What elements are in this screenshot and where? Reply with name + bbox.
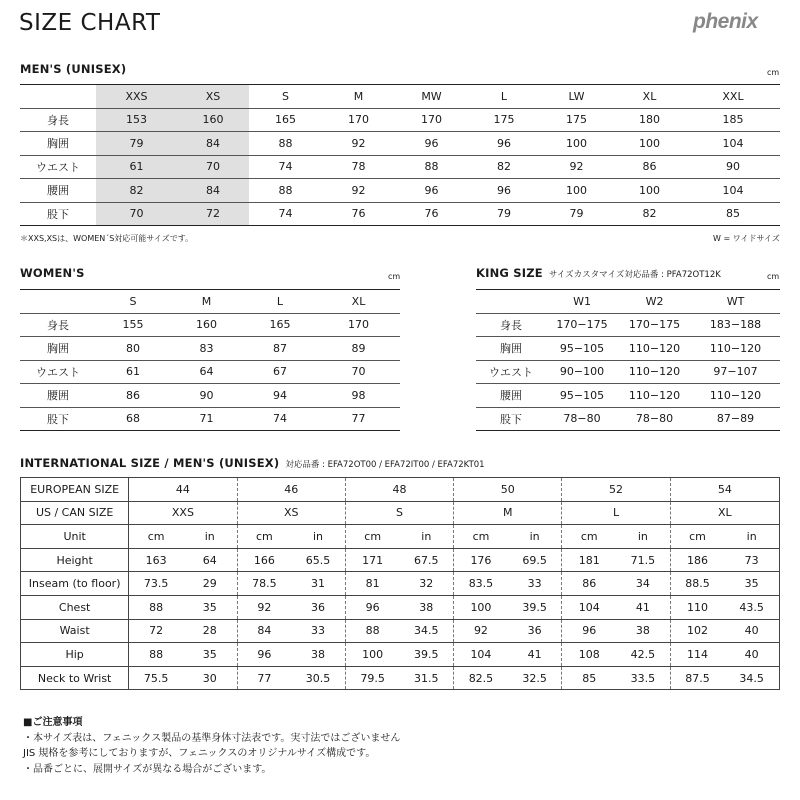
table-cell: 64 bbox=[170, 360, 243, 384]
table-cell: 96 bbox=[562, 619, 616, 643]
row-label: Neck to Wrist bbox=[21, 666, 129, 690]
table-cell: 100 bbox=[613, 132, 686, 156]
size-group-cell: XS bbox=[237, 501, 345, 525]
table-cell: 87.5 bbox=[670, 666, 724, 690]
size-group-cell: M bbox=[454, 501, 562, 525]
column-header: W2 bbox=[618, 290, 691, 314]
table-cell: 88 bbox=[249, 132, 322, 156]
column-header: W1 bbox=[546, 290, 618, 314]
table-row bbox=[20, 360, 400, 384]
table-cell: 76 bbox=[322, 202, 395, 226]
table-cell: 88 bbox=[129, 643, 183, 667]
table-cell: 88 bbox=[129, 595, 183, 619]
table-cell: 90 bbox=[170, 384, 243, 408]
table-cell: 73 bbox=[724, 548, 779, 572]
column-header: MW bbox=[395, 85, 468, 109]
table-cell: 28 bbox=[183, 619, 237, 643]
table-cell: 39.5 bbox=[508, 595, 562, 619]
intl-title: INTERNATIONAL SIZE / MEN'S (UNISEX) bbox=[20, 456, 280, 470]
unit-cell: in bbox=[291, 525, 345, 549]
womens-size-table bbox=[20, 289, 400, 431]
row-label: ウエスト bbox=[20, 360, 96, 384]
table-cell: 100 bbox=[345, 643, 399, 667]
table-cell: 92 bbox=[540, 155, 613, 179]
table-cell: 70 bbox=[177, 155, 249, 179]
table-cell: 98 bbox=[317, 384, 400, 408]
table-row bbox=[20, 179, 780, 203]
wide-size-note: W = ワイドサイズ bbox=[713, 234, 780, 243]
table-cell: 110 bbox=[670, 595, 724, 619]
table-cell: 84 bbox=[177, 132, 249, 156]
table-cell: 80 bbox=[96, 337, 170, 361]
row-label: US / CAN SIZE bbox=[21, 501, 129, 525]
table-cell: 40 bbox=[724, 619, 779, 643]
measurement-row bbox=[21, 548, 780, 572]
table-row bbox=[20, 132, 780, 156]
mens-size-table bbox=[20, 84, 780, 226]
row-label: ウエスト bbox=[20, 155, 96, 179]
table-cell: 67.5 bbox=[399, 548, 453, 572]
notes-section bbox=[23, 715, 400, 777]
table-cell: 75.5 bbox=[129, 666, 183, 690]
table-row bbox=[476, 407, 780, 431]
table-cell: 70 bbox=[96, 202, 177, 226]
table-cell: 92 bbox=[454, 619, 508, 643]
row-label: Inseam (to floor) bbox=[21, 572, 129, 596]
row-label: Height bbox=[21, 548, 129, 572]
table-row bbox=[476, 384, 780, 408]
row-label: 身長 bbox=[476, 313, 546, 337]
table-cell: 110−120 bbox=[618, 384, 691, 408]
table-cell: 76 bbox=[395, 202, 468, 226]
table-cell: 38 bbox=[399, 595, 453, 619]
notes-line-3: ・品番ごとに、展開サイズが異なる場合がございます。 bbox=[23, 763, 272, 775]
table-cell: 110−120 bbox=[691, 384, 780, 408]
table-cell: 165 bbox=[249, 108, 322, 132]
table-cell: 90 bbox=[686, 155, 780, 179]
table-cell: 83.5 bbox=[454, 572, 508, 596]
table-cell: 64 bbox=[183, 548, 237, 572]
table-cell: 74 bbox=[249, 155, 322, 179]
table-cell: 170−175 bbox=[618, 313, 691, 337]
table-cell: 104 bbox=[686, 179, 780, 203]
table-cell: 84 bbox=[177, 179, 249, 203]
notes-heading: ■ご注意事項 bbox=[23, 717, 83, 728]
table-cell: 40 bbox=[724, 643, 779, 667]
table-cell: 33 bbox=[291, 619, 345, 643]
column-header bbox=[476, 290, 546, 314]
size-group-cell: 48 bbox=[345, 478, 453, 502]
table-cell: 166 bbox=[237, 548, 291, 572]
column-header: LW bbox=[540, 85, 613, 109]
page-title: SIZE CHART bbox=[19, 10, 161, 36]
table-cell: 88 bbox=[249, 179, 322, 203]
table-row bbox=[20, 108, 780, 132]
table-cell: 38 bbox=[291, 643, 345, 667]
table-cell: 82 bbox=[96, 179, 177, 203]
notes-line-2: JIS 規格を参考にしておりますが、フェニックスのオリジナルサイズ構成です。 bbox=[23, 748, 376, 759]
column-header: S bbox=[249, 85, 322, 109]
table-cell: 102 bbox=[670, 619, 724, 643]
table-cell: 31 bbox=[291, 572, 345, 596]
unit-row bbox=[21, 525, 780, 549]
mens-heading: MEN'S (UNISEX) bbox=[20, 62, 127, 76]
table-cell: 96 bbox=[395, 132, 468, 156]
table-cell: 78 bbox=[322, 155, 395, 179]
table-cell: 88 bbox=[345, 619, 399, 643]
table-cell: 87 bbox=[243, 337, 317, 361]
table-cell: 160 bbox=[170, 313, 243, 337]
unit-cell: cm bbox=[562, 525, 616, 549]
table-cell: 30 bbox=[183, 666, 237, 690]
row-label: 胸囲 bbox=[476, 337, 546, 361]
table-cell: 70 bbox=[317, 360, 400, 384]
table-cell: 110−120 bbox=[618, 360, 691, 384]
table-cell: 163 bbox=[129, 548, 183, 572]
table-cell: 74 bbox=[243, 407, 317, 431]
table-cell: 180 bbox=[613, 108, 686, 132]
table-cell: 72 bbox=[129, 619, 183, 643]
size-group-cell: 44 bbox=[129, 478, 237, 502]
table-cell: 34 bbox=[616, 572, 670, 596]
row-label: EUROPEAN SIZE bbox=[21, 478, 129, 502]
brand-logo: phenix bbox=[693, 10, 758, 33]
table-cell: 110−120 bbox=[618, 337, 691, 361]
table-cell: 34.5 bbox=[724, 666, 779, 690]
table-row bbox=[476, 337, 780, 361]
row-label: 腰囲 bbox=[476, 384, 546, 408]
header-row bbox=[20, 85, 780, 109]
table-cell: 108 bbox=[562, 643, 616, 667]
table-cell: 100 bbox=[613, 179, 686, 203]
table-row bbox=[20, 384, 400, 408]
table-cell: 86 bbox=[613, 155, 686, 179]
table-cell: 96 bbox=[345, 595, 399, 619]
table-cell: 185 bbox=[686, 108, 780, 132]
table-row bbox=[20, 313, 400, 337]
table-cell: 153 bbox=[96, 108, 177, 132]
table-cell: 69.5 bbox=[508, 548, 562, 572]
table-cell: 71 bbox=[170, 407, 243, 431]
row-label: 股下 bbox=[20, 407, 96, 431]
table-cell: 33.5 bbox=[616, 666, 670, 690]
table-cell: 42.5 bbox=[616, 643, 670, 667]
table-cell: 100 bbox=[454, 595, 508, 619]
table-cell: 175 bbox=[540, 108, 613, 132]
column-header: L bbox=[243, 290, 317, 314]
unit-cell: cm bbox=[670, 525, 724, 549]
table-cell: 36 bbox=[508, 619, 562, 643]
table-cell: 77 bbox=[317, 407, 400, 431]
column-header bbox=[20, 290, 96, 314]
row-label: 腰囲 bbox=[20, 384, 96, 408]
row-label: 身長 bbox=[20, 313, 96, 337]
column-header: XS bbox=[177, 85, 249, 109]
table-cell: 85 bbox=[686, 202, 780, 226]
size-group-cell: 46 bbox=[237, 478, 345, 502]
table-cell: 81 bbox=[345, 572, 399, 596]
table-cell: 87−89 bbox=[691, 407, 780, 431]
row-label: ウエスト bbox=[476, 360, 546, 384]
row-label: 腰囲 bbox=[20, 179, 96, 203]
unit-cell: in bbox=[508, 525, 562, 549]
table-cell: 77 bbox=[237, 666, 291, 690]
table-cell: 104 bbox=[686, 132, 780, 156]
table-cell: 36 bbox=[291, 595, 345, 619]
column-header: XL bbox=[613, 85, 686, 109]
table-cell: 38 bbox=[616, 619, 670, 643]
table-row bbox=[20, 202, 780, 226]
table-cell: 33 bbox=[508, 572, 562, 596]
column-header: M bbox=[322, 85, 395, 109]
size-group-cell: XL bbox=[670, 501, 779, 525]
table-cell: 85 bbox=[562, 666, 616, 690]
table-cell: 67 bbox=[243, 360, 317, 384]
international-size-table bbox=[20, 477, 780, 690]
table-cell: 176 bbox=[454, 548, 508, 572]
unit-cell: in bbox=[616, 525, 670, 549]
size-group-cell: S bbox=[345, 501, 453, 525]
table-cell: 88 bbox=[395, 155, 468, 179]
table-cell: 79 bbox=[540, 202, 613, 226]
table-cell: 79 bbox=[468, 202, 540, 226]
table-cell: 78−80 bbox=[546, 407, 618, 431]
table-cell: 86 bbox=[562, 572, 616, 596]
column-header: S bbox=[96, 290, 170, 314]
measurement-row bbox=[21, 595, 780, 619]
table-cell: 32 bbox=[399, 572, 453, 596]
table-cell: 32.5 bbox=[508, 666, 562, 690]
measurement-row bbox=[21, 666, 780, 690]
table-cell: 92 bbox=[237, 595, 291, 619]
table-cell: 35 bbox=[183, 643, 237, 667]
table-cell: 29 bbox=[183, 572, 237, 596]
womens-unit: cm bbox=[388, 272, 401, 281]
table-cell: 95−105 bbox=[546, 384, 618, 408]
table-cell: 95−105 bbox=[546, 337, 618, 361]
row-label: Hip bbox=[21, 643, 129, 667]
king-title: KING SIZE bbox=[476, 266, 543, 280]
table-cell: 155 bbox=[96, 313, 170, 337]
unit-cell: cm bbox=[237, 525, 291, 549]
table-cell: 31.5 bbox=[399, 666, 453, 690]
table-cell: 175 bbox=[468, 108, 540, 132]
table-cell: 65.5 bbox=[291, 548, 345, 572]
table-cell: 90−100 bbox=[546, 360, 618, 384]
table-cell: 79 bbox=[96, 132, 177, 156]
unit-cell: in bbox=[183, 525, 237, 549]
table-cell: 82 bbox=[613, 202, 686, 226]
measurement-row bbox=[21, 643, 780, 667]
row-label: 胸囲 bbox=[20, 132, 96, 156]
measurement-row bbox=[21, 619, 780, 643]
table-cell: 30.5 bbox=[291, 666, 345, 690]
intl-subtitle: 対応品番 : EFA72OT00 / EFA72IT00 / EFA72KT01 bbox=[285, 460, 485, 470]
size-group-cell: XXS bbox=[129, 501, 237, 525]
column-header: M bbox=[170, 290, 243, 314]
table-cell: 82.5 bbox=[454, 666, 508, 690]
table-cell: 97−107 bbox=[691, 360, 780, 384]
column-header: WT bbox=[691, 290, 780, 314]
table-cell: 96 bbox=[237, 643, 291, 667]
table-cell: 78.5 bbox=[237, 572, 291, 596]
european-size-row bbox=[21, 478, 780, 502]
header-row bbox=[20, 290, 400, 314]
mens-note: ＊XXS,XSは、WOMEN´S対応可能サイズです。 bbox=[20, 234, 194, 243]
table-cell: 181 bbox=[562, 548, 616, 572]
womens-heading: WOMEN'S bbox=[20, 266, 85, 280]
king-unit: cm bbox=[767, 272, 780, 281]
table-cell: 170 bbox=[317, 313, 400, 337]
intl-heading bbox=[20, 456, 485, 470]
table-cell: 78−80 bbox=[618, 407, 691, 431]
king-subtitle: サイズカスタマイズ対応品番 : PFA72OT12K bbox=[548, 270, 721, 280]
table-cell: 104 bbox=[562, 595, 616, 619]
measurement-row bbox=[21, 572, 780, 596]
table-cell: 72 bbox=[177, 202, 249, 226]
table-cell: 84 bbox=[237, 619, 291, 643]
row-label: Chest bbox=[21, 595, 129, 619]
table-cell: 110−120 bbox=[691, 337, 780, 361]
table-cell: 79.5 bbox=[345, 666, 399, 690]
unit-cell: cm bbox=[345, 525, 399, 549]
table-cell: 35 bbox=[183, 595, 237, 619]
table-row bbox=[20, 407, 400, 431]
notes-line-1: ・本サイズ表は、フェニックス製品の基準身体寸法表です。実寸法ではございません bbox=[23, 732, 401, 744]
table-cell: 114 bbox=[670, 643, 724, 667]
table-cell: 183−188 bbox=[691, 313, 780, 337]
column-header: XXS bbox=[96, 85, 177, 109]
column-header bbox=[20, 85, 96, 109]
column-header: XL bbox=[317, 290, 400, 314]
table-cell: 170−175 bbox=[546, 313, 618, 337]
table-cell: 165 bbox=[243, 313, 317, 337]
table-cell: 41 bbox=[616, 595, 670, 619]
table-cell: 68 bbox=[96, 407, 170, 431]
mens-unit: cm bbox=[767, 68, 780, 77]
row-label: 身長 bbox=[20, 108, 96, 132]
header-row bbox=[476, 290, 780, 314]
table-cell: 94 bbox=[243, 384, 317, 408]
table-cell: 100 bbox=[540, 179, 613, 203]
column-header: L bbox=[468, 85, 540, 109]
table-cell: 100 bbox=[540, 132, 613, 156]
king-heading bbox=[476, 266, 721, 280]
size-group-cell: L bbox=[562, 501, 670, 525]
us-size-row bbox=[21, 501, 780, 525]
table-row bbox=[20, 155, 780, 179]
table-row bbox=[476, 360, 780, 384]
table-cell: 35 bbox=[724, 572, 779, 596]
table-cell: 170 bbox=[395, 108, 468, 132]
table-cell: 73.5 bbox=[129, 572, 183, 596]
row-label: 胸囲 bbox=[20, 337, 96, 361]
table-cell: 171 bbox=[345, 548, 399, 572]
table-cell: 96 bbox=[468, 132, 540, 156]
unit-cell: in bbox=[724, 525, 779, 549]
table-cell: 170 bbox=[322, 108, 395, 132]
column-header: XXL bbox=[686, 85, 780, 109]
table-cell: 41 bbox=[508, 643, 562, 667]
table-cell: 186 bbox=[670, 548, 724, 572]
table-cell: 34.5 bbox=[399, 619, 453, 643]
table-cell: 61 bbox=[96, 360, 170, 384]
size-group-cell: 52 bbox=[562, 478, 670, 502]
table-cell: 61 bbox=[96, 155, 177, 179]
size-group-cell: 50 bbox=[454, 478, 562, 502]
table-cell: 104 bbox=[454, 643, 508, 667]
row-label: Unit bbox=[21, 525, 129, 549]
table-cell: 89 bbox=[317, 337, 400, 361]
size-group-cell: 54 bbox=[670, 478, 779, 502]
table-cell: 92 bbox=[322, 179, 395, 203]
table-row bbox=[20, 337, 400, 361]
table-row bbox=[476, 313, 780, 337]
table-cell: 71.5 bbox=[616, 548, 670, 572]
row-label: Waist bbox=[21, 619, 129, 643]
table-cell: 39.5 bbox=[399, 643, 453, 667]
row-label: 股下 bbox=[20, 202, 96, 226]
unit-cell: cm bbox=[129, 525, 183, 549]
table-cell: 74 bbox=[249, 202, 322, 226]
table-cell: 88.5 bbox=[670, 572, 724, 596]
row-label: 股下 bbox=[476, 407, 546, 431]
king-size-table bbox=[476, 289, 780, 431]
table-cell: 96 bbox=[395, 179, 468, 203]
table-cell: 86 bbox=[96, 384, 170, 408]
unit-cell: cm bbox=[454, 525, 508, 549]
table-cell: 96 bbox=[468, 179, 540, 203]
table-cell: 83 bbox=[170, 337, 243, 361]
table-cell: 82 bbox=[468, 155, 540, 179]
table-cell: 92 bbox=[322, 132, 395, 156]
unit-cell: in bbox=[399, 525, 453, 549]
table-cell: 43.5 bbox=[724, 595, 779, 619]
table-cell: 160 bbox=[177, 108, 249, 132]
